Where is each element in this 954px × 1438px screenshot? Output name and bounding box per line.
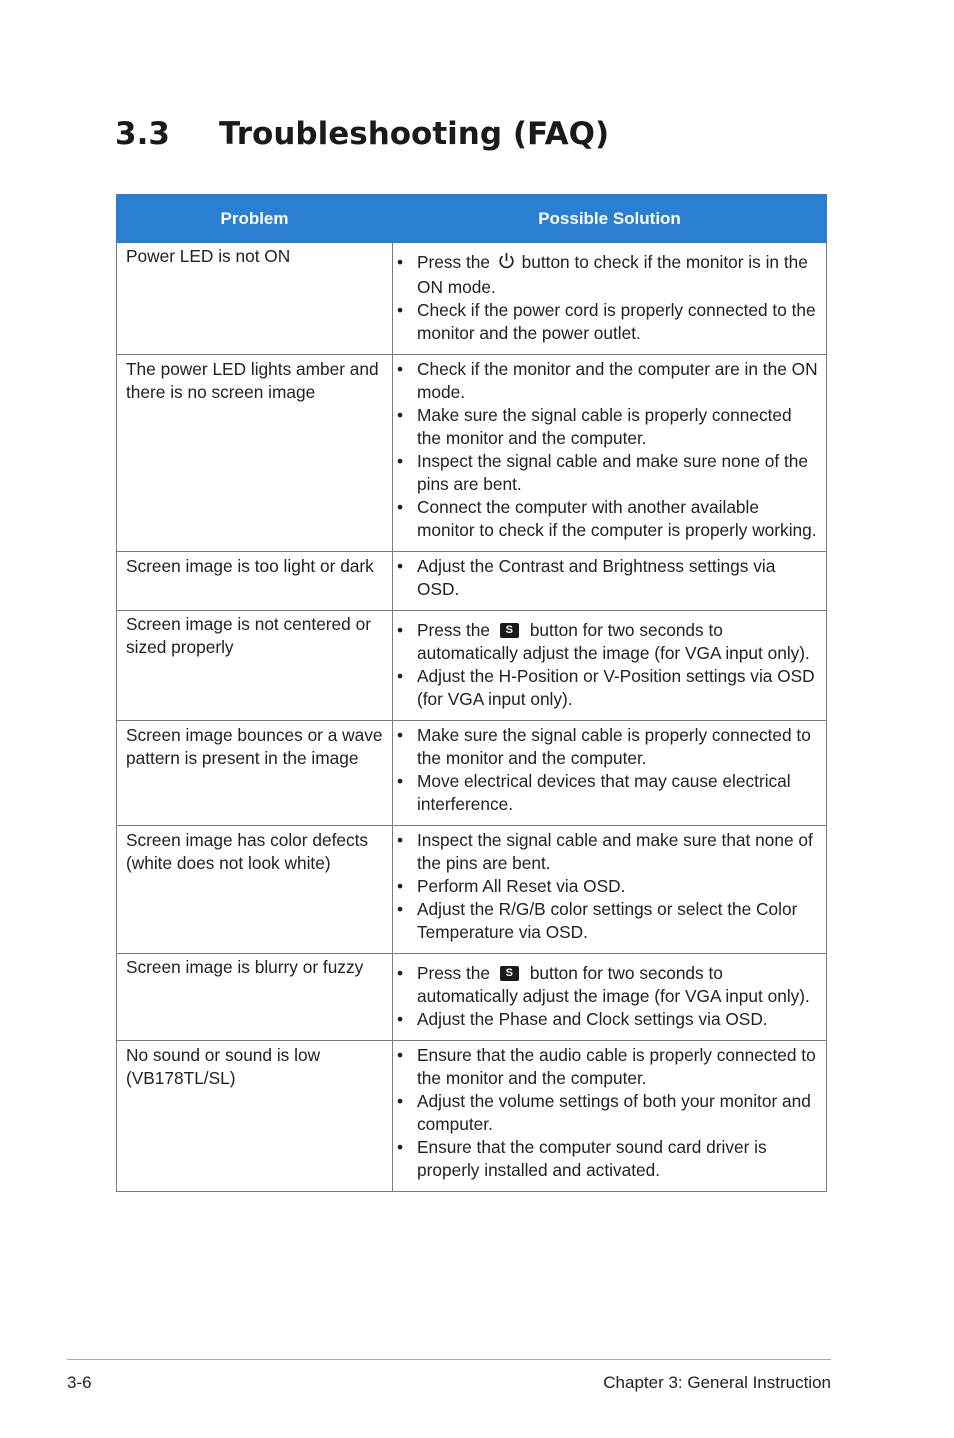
bullet-icon: • (397, 252, 404, 272)
solution-cell (393, 1041, 827, 1192)
bullet-icon: • (397, 451, 404, 471)
chapter-label: Chapter 3: General Instruction (603, 1373, 831, 1392)
solution-list (393, 724, 820, 816)
faq-table (116, 194, 827, 1192)
solution-text: Adjust the Phase and Clock settings via OSD. (417, 1009, 768, 1029)
solution-text: Check if the monitor and the computer are in the ON mode. (417, 359, 818, 402)
solution-item (393, 1044, 820, 1090)
section-title: Troubleshooting (FAQ) (219, 116, 610, 152)
solution-item (393, 770, 820, 816)
solution-text: Move electrical devices that may cause electrical interference. (417, 771, 791, 814)
problem-cell: Screen image is too light or dark (117, 552, 393, 611)
solution-text: Press the (417, 620, 495, 640)
solution-item (393, 450, 820, 496)
table-header-row (117, 195, 827, 243)
solution-item (393, 724, 820, 770)
bullet-icon: • (397, 1137, 404, 1157)
bullet-icon: • (397, 725, 404, 745)
table-row (117, 826, 827, 954)
column-header-solution: Possible Solution (393, 195, 827, 243)
solution-cell (393, 552, 827, 611)
bullet-icon: • (397, 963, 404, 983)
solution-text: Press the (417, 963, 495, 983)
solution-text: button to check if the monitor is in the ON mode. (417, 252, 808, 297)
problem-cell: The power LED lights amber and there is no screen image (117, 355, 393, 552)
table-row (117, 552, 827, 611)
problem-cell: Screen image has color defects (white does not look white) (117, 826, 393, 954)
problem-cell: No sound or sound is low (VB178TL/SL) (117, 1041, 393, 1192)
solution-item (393, 898, 820, 944)
solution-item (393, 1136, 820, 1182)
section-number: 3.3 (115, 116, 170, 152)
bullet-icon: • (397, 876, 404, 896)
solution-item (393, 619, 820, 665)
solution-text: Adjust the R/G/B color settings or select the Color Temperature via OSD. (417, 899, 798, 942)
solution-item (393, 299, 820, 345)
solution-text: Perform All Reset via OSD. (417, 876, 626, 896)
solution-cell (393, 826, 827, 954)
solution-cell (393, 355, 827, 552)
problem-cell: Screen image is not centered or sized properly (117, 611, 393, 721)
problem-cell: Screen image is blurry or fuzzy (117, 954, 393, 1041)
bullet-icon: • (397, 666, 404, 686)
table-row (117, 721, 827, 826)
bullet-icon: • (397, 1045, 404, 1065)
solution-list (393, 251, 820, 345)
table-row (117, 355, 827, 552)
solution-list (393, 829, 820, 944)
faq-table-body (117, 243, 827, 1192)
footer-divider (67, 1359, 831, 1360)
page-number: 3-6 (67, 1373, 92, 1392)
solution-list (393, 619, 820, 711)
solution-text: button for two seconds to automatically adjust the image (for VGA input only). (417, 620, 810, 663)
solution-text: Adjust the H-Position or V-Position settings via OSD (for VGA input only). (417, 666, 815, 709)
solution-item (393, 962, 820, 1008)
solution-text: Make sure the signal cable is properly connected to the monitor and the computer. (417, 725, 811, 768)
solution-cell (393, 243, 827, 355)
solution-text: Connect the computer with another available monitor to check if the computer is properly working. (417, 497, 817, 540)
solution-text: Press the (417, 252, 495, 272)
solution-item (393, 665, 820, 711)
bullet-icon: • (397, 1009, 404, 1029)
solution-item (393, 1008, 820, 1031)
table-row (117, 611, 827, 721)
table-row (117, 1041, 827, 1192)
solution-text: Make sure the signal cable is properly connected the monitor and the computer. (417, 405, 792, 448)
table-row (117, 243, 827, 355)
solution-list (393, 1044, 820, 1182)
solution-item (393, 875, 820, 898)
bullet-icon: • (397, 556, 404, 576)
solution-item (393, 404, 820, 450)
column-header-problem: Problem (117, 195, 393, 243)
solution-text: Ensure that the computer sound card driver is properly installed and activated. (417, 1137, 767, 1180)
bullet-icon: • (397, 405, 404, 425)
solution-text: button for two seconds to automatically adjust the image (for VGA input only). (417, 963, 810, 1006)
problem-cell: Power LED is not ON (117, 243, 393, 355)
solution-item (393, 555, 820, 601)
solution-item (393, 1090, 820, 1136)
solution-text: Adjust the Contrast and Brightness settings via OSD. (417, 556, 776, 599)
s-button-icon: S (500, 623, 519, 638)
page-title (115, 112, 609, 156)
bullet-icon: • (397, 359, 404, 379)
solution-item (393, 251, 820, 299)
s-button-icon: S (500, 966, 519, 981)
bullet-icon: • (397, 620, 404, 640)
solution-text: Check if the power cord is properly connected to the monitor and the power outlet. (417, 300, 816, 343)
solution-cell (393, 611, 827, 721)
solution-list (393, 962, 820, 1031)
solution-text: Ensure that the audio cable is properly connected to the monitor and the computer. (417, 1045, 816, 1088)
bullet-icon: • (397, 830, 404, 850)
solution-item (393, 496, 820, 542)
solution-item (393, 829, 820, 875)
bullet-icon: • (397, 771, 404, 791)
solution-cell (393, 721, 827, 826)
bullet-icon: • (397, 1091, 404, 1111)
bullet-icon: • (397, 300, 404, 320)
solution-text: Inspect the signal cable and make sure none of the pins are bent. (417, 451, 809, 494)
solution-text: Adjust the volume settings of both your monitor and computer. (417, 1091, 811, 1134)
solution-item (393, 358, 820, 404)
solution-list (393, 555, 820, 601)
table-row (117, 954, 827, 1041)
solution-cell (393, 954, 827, 1041)
power-icon (498, 252, 515, 276)
bullet-icon: • (397, 497, 404, 517)
solution-list (393, 358, 820, 542)
solution-text: Inspect the signal cable and make sure that none of the pins are bent. (417, 830, 813, 873)
problem-cell: Screen image bounces or a wave pattern is present in the image (117, 721, 393, 826)
bullet-icon: • (397, 899, 404, 919)
